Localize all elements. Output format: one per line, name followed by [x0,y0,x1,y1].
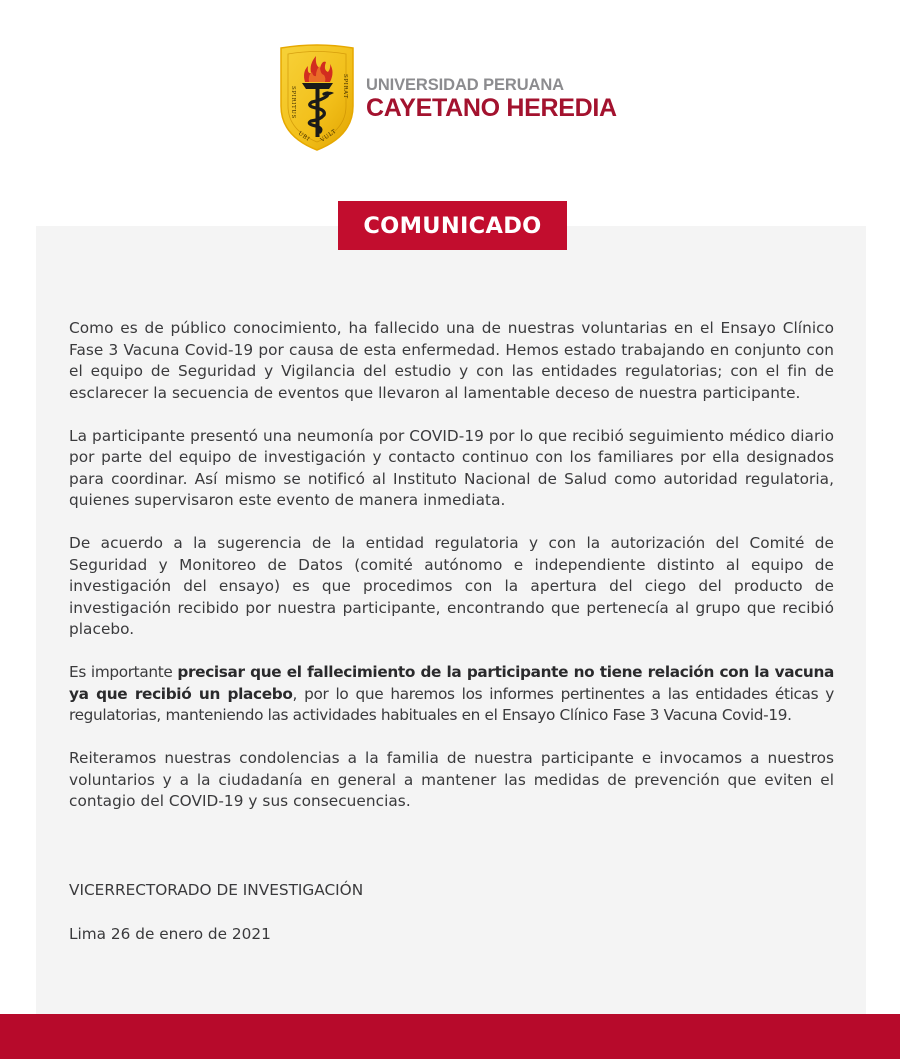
page-header [0,0,900,200]
paragraph-3: De acuerdo a la sugerencia de la entidad regulatoria y con la autorización del Comité de Seguridad y Monitoreo de Datos (comité autónomo e independiente distinto al equipo de investigación del ensayo) es que procedimos con la apertura del ciego del producto de investigación recibido por nuestra participante, encontrando que pertenecía al grupo que recibió placebo. [69,534,834,638]
paragraph-4-lead: Es importante [69,663,178,681]
paragraph-5: Reiteramos nuestras condolencias a la familia de nuestra participante e invocamos a nuestros voluntarios y a la ciudadanía en general a mantener las medidas de prevención que eviten el contagio del COVID-19 y sus consecuencias. [69,749,834,810]
signoff-office: VICERRECTORADO DE INVESTIGACIÓN [69,881,364,899]
institution-wordmark [366,74,617,121]
university-crest-icon [278,44,356,152]
paragraph-4 [69,662,834,727]
svg-text:SPIRITUS: SPIRITUS [290,86,296,119]
svg-text:VULT: VULT [319,128,338,144]
paragraph-1: Como es de público conocimiento, ha fallecido una de nuestras voluntarias en el Ensayo Clínico Fase 3 Vacuna Covid-19 por causa de esta enfermedad. Hemos estado trabajando en conjunto con el equipo de Seguridad y Vigilancia del estudio y con las entidades regulatorias; con el fin de esclarecer la secuencia de eventos que llevaron al lamentable deceso de nuestra participante. [69,319,834,402]
banner-title: COMUNICADO [363,212,542,239]
footer-band [0,1014,900,1059]
institution-name-line2: CAYETANO HEREDIA [366,93,617,122]
paragraph-4-emphasis: precisar que el fallecimiento de la participante no tiene relación con la vacuna ya que recibió un placebo [69,663,834,703]
document-date: Lima 26 de enero de 2021 [69,925,271,943]
paragraph-4-tail: , por lo que haremos los informes pertinentes a las entidades éticas y regulatorias, manteniendo las actividades habituales en el Ensayo Clínico Fase 3 Vacuna Covid-19. [69,684,834,724]
paragraph-2: La participante presentó una neumonía por COVID-19 por lo que recibió seguimiento médico diario por parte del equipo de investigación y contacto continuo con los familiares por ella designados para coordinar. Así mismo se notificó al Instituto Nacional de Salud como autoridad regulatoria, quienes supervisaron este evento de manera inmediata. [69,426,834,509]
svg-text:SPIRAT: SPIRAT [342,74,348,99]
communique-banner [338,201,567,250]
svg-text:UBI: UBI [296,130,311,143]
institution-name-line1: UNIVERSIDAD PERUANA [366,76,564,94]
communique-body [69,318,834,834]
